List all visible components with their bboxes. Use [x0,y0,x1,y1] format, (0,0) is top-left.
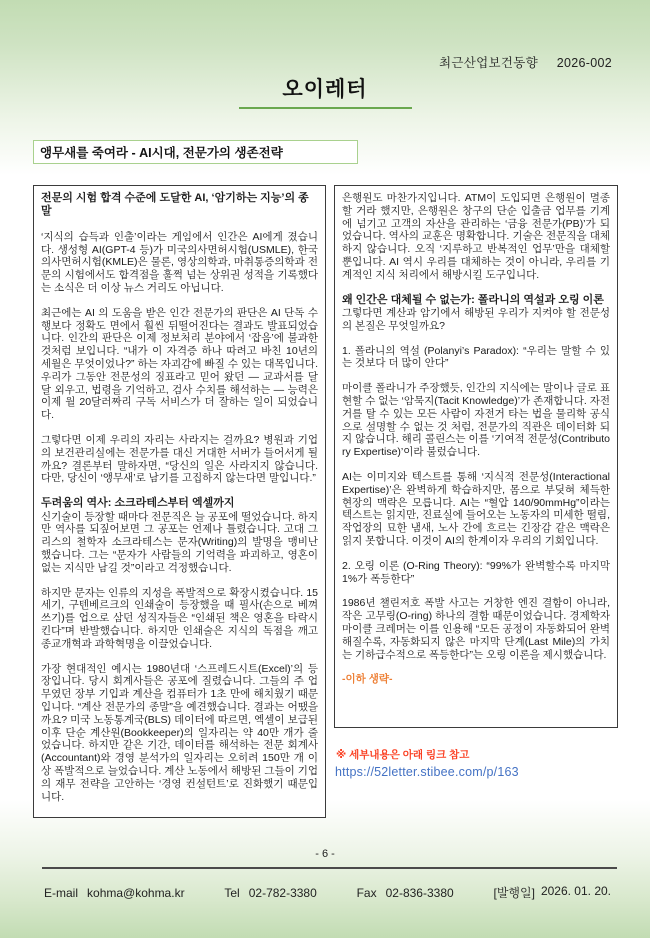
article-paragraph: 하지만 문자는 인류의 지성을 폭발적으로 확장시켰습니다. 15세기, 구텐베르크의 인쇄술이 등장했을 때 필사(손으로 베껴 쓰기)를 업으로 삼던 성직자들은 “인쇄된 책은 영혼을 타락시킨다”며 반발했습니다. 하지만 인쇄술은 지식의 독점을 깨고 종교개혁과 과학혁명을 이끌었습니다. [41,586,318,650]
footer-publish-date [493,884,611,901]
section-title-box [33,140,358,164]
article-paragraph: 은행원도 마찬가지입니다. ATM이 도입되면 은행원이 멸종할 거라 했지만, 은행원은 창구의 단순 입출금 업무를 기계에 넘기고 고객의 자산을 관리하는 ‘금융 전문가(PB)’가 되었습니다. 역사의 교훈은 명확합니다. 기술은 전문직을 대체하지 않습니다. 오직 ‘지루하고 반복적인 업무’만을 대체할 뿐입니다. AI 역시 우리를 대체하는 것이 아니라, 우리를 기계적인 지식 처리에서 해방시킬 도구입니다. [342,192,610,281]
article-paragraph: 그렇다면 계산과 암기에서 해방된 우리가 지켜야 할 전문성의 본질은 무엇일까요? [342,306,610,332]
footer [44,884,611,901]
title-underline [239,107,412,109]
article-paragraph: 가장 현대적인 예시는 1980년대 ‘스프레드시트(Excel)’의 등장입니다. 당시 회계사들은 공포에 질렸습니다. 그들의 주 업무였던 장부 기입과 계산을 컴퓨터가 1초 만에 해치웠기 때문입니다. “계산 전문가의 종말”을 예견했습니다. 결과는 어땠을까요? 미국 노동통계국(BLS) 데이터에 따르면, 엑셀이 보급된 이후 단순 계산원(Bookkeeper)의 일자리는 약 40만 개가 줄었습니다. 하지만 같은 기간, 데이터를 해석하는 전문 회계사(Accountant)와 경영 분석가의 일자리는 오히려 150만 개 이상 폭발적으로 늘었습니다. 계산 노동에서 해방된 그들이 기업의 재무 전략을 고안하는 ‘경영 컨설턴트’로 진화했기 때문입니다. [41,662,318,803]
page-title: 오이레터 [282,78,368,101]
tel-value: 02-782-3380 [248,886,317,900]
article-paragraph: 1. 폴라니의 역설 (Polanyi’s Paradox): “우리는 말할 수 있는 것보다 더 많이 안다” [342,344,610,370]
issue-header [439,53,612,71]
publish-date-label: [발행일] [493,886,535,900]
article-column-left [33,185,326,818]
article-heading: 두려움의 역사: 소크라테스부터 엑셀까지 [41,497,235,510]
email-label: E-mail [44,886,79,900]
fax-label: Fax [356,886,377,900]
tel-label: Tel [224,886,240,900]
page-number: - 6 - [315,848,335,860]
issue-label: 최근산업보건동향 [438,56,538,70]
article-paragraph: 그렇다면 이제 우리의 자리는 사라지는 걸까요? 병원과 기업의 보건관리실에는 전문가를 대신 거대한 서버가 들어서게 될까요? 결론부터 말하자면, “당신의 일은 사라지지 않습니다. 다만, 당신이 ‘앵무새’로 남기를 고집하지 않는다면 말입니다.” [41,433,318,485]
footer-tel [224,886,316,900]
article-column-right [334,185,618,728]
article-paragraph: 신기술이 등장할 때마다 전문직은 늘 공포에 떨었습니다. 하지만 역사를 되짚어보면 그 공포는 언제나 틀렸습니다. 고대 그리스의 철학자 소크라테스는 문자(Writing)의 발명을 맹비난했습니다. 그는 “문자가 사람들의 기억력을 파괴하고, 영혼이 없는 지식만 남길 것”이라고 걱정했습니다. [41,510,318,574]
publish-date-value: 2026. 01. 20. [540,884,611,898]
section-title: 앵무새를 죽여라 - AI시대, 전문가의 생존전략 [40,146,283,160]
link-reference-note: ※ 세부내용은 아래 링크 참고 [336,749,470,761]
fax-value: 02-836-3380 [385,886,454,900]
email-value: kohma@kohma.kr [87,886,185,900]
article-paragraph: ‘지식의 습득과 인출’이라는 게임에서 인간은 AI에게 졌습니다. 생성형 AI(GPT-4 등)가 미국의사면허시험(USMLE), 한국의사면허시험(KMLE)은 물론, 영상의학과, 마취통증의학과 전문의 시험에서도 합격점을 훌쩍 넘는 상위권 성적을 기록했다는 소식은 더 이상 뉴스 거리도 아닙니다. [41,230,318,294]
omitted-note: -이하 생략- [342,673,393,686]
article-link[interactable]: https://52letter.stibee.com/p/163 [335,765,519,779]
footer-fax [357,886,454,900]
article-paragraph: AI는 이미지와 텍스트를 통해 ‘지식적 전문성(Interactional Expertise)’은 완벽하게 학습하지만, 몸으로 부딪혀 체득한 현장의 맥락은 모릅니다. AI는 “혈압 140/90mmHg”이라는 텍스트는 읽지만, 진료실에 들어오는 노동자의 미세한 떨림, 작업장의 묘한 냄새, 노사 간에 흐르는 긴장감 같은 맥락은 읽지 못합니다. 이것이 AI의 한계이자 우리의 기회입니다. [342,470,610,547]
article-heading: 전문의 시험 합격 수준에 도달한 AI, ‘암기하는 지능’의 종말 [41,192,309,218]
title-block [0,73,650,109]
footer-divider [42,867,617,869]
article-paragraph: 최근에는 AI 의 도움을 받은 인간 전문가의 판단은 AI 단독 수행보다 정확도 면에서 훨씬 뒤떨어진다는 결과도 발표되었습니다. 인간의 판단은 이제 정보처리 분야에서 ‘잡음’에 불과한 것처럼 보입니다. “내가 이 자격증 하나 따려고 바친 10년의 세월은 무엇이었나?” 하는 자괴감에 빠질 수 있는 대목입니다. 우리가 그동안 전문성의 징표라고 믿어 왔던 — 교과서를 달달 외우고, 법령을 기억하고, 검사 수치를 해석하는 — 능력은 이제 월 20달러짜리 구독 서비스가 더 잘하는 일이 되었습니다. [41,306,318,422]
footer-email [44,886,185,900]
article-heading: 왜 인간은 대체될 수 없는가: 폴라니의 역설과 오링 이론 [342,293,604,306]
article-paragraph: 마이클 폴라니가 주장했듯, 인간의 지식에는 말이나 글로 표현할 수 없는 ‘암묵지(Tacit Knowledge)’가 존재합니다. 자전거를 탈 수 있는 모든 사람이 자전거 타는 법을 물리학 공식으로 설명할 수 없는 것 처럼, 전문가의 직관은 데이터화 되지 않습니다. 해리 콜린스는 이를 ‘기여적 전문성(Contributory Expertise)’이라 불렀습니다. [342,382,610,459]
article-paragraph: 1986년 챌린저호 폭발 사고는 거창한 엔진 결함이 아니라, 작은 고무링(O-ring) 하나의 결함 때문이었습니다. 경제학자 마이클 크레머는 이를 인용해 “모든 공정이 자동화되어 완벽해질수록, 자동화되지 않은 마지막 단계(Last Mile)의 가치는 기하급수적으로 폭등한다”는 오링 이론을 제시했습니다. [342,597,610,661]
article-paragraph: 2. 오링 이론 (O-Ring Theory): “99%가 완벽할수록 마지막 1%가 폭등한다” [342,559,610,585]
issue-number: 2026-002 [556,56,612,70]
